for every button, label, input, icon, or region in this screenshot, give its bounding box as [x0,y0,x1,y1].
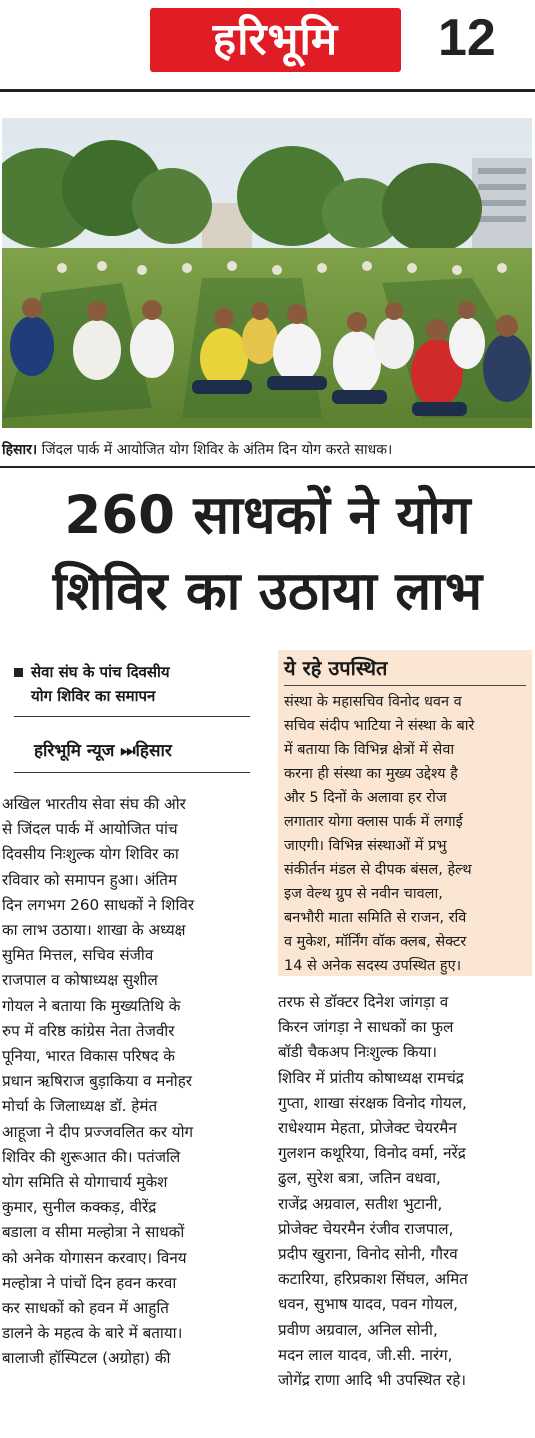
article-line: कटारिया, हरिप्रकाश सिंघल, अमित [278,1270,468,1289]
sidebar-line: संस्था के महासचिव विनोद धवन व [284,694,462,710]
sidebar-line: इज वेल्थ ग्रुप से नवीन चावला, [284,886,443,902]
article-line: प्रोजेक्ट चेयरमैन रंजीव राजपाल, [278,1219,454,1238]
news-photo [2,118,532,428]
article-line: राजेंद्र अग्रवाल, सतीश भुटानी, [278,1194,443,1213]
headline-line-2: शिविर का उठाया लाभ [52,561,483,622]
article-column-1 [2,792,254,1372]
byline: हरिभूमि न्यूज ⏭हिसार [34,741,172,761]
page-number: 12 [438,9,496,67]
article-line: जोगेंद्र राणा आदि भी उपस्थित रहे। [278,1371,467,1390]
article-line: मदन लाल यादव, जी.सी. नारंग, [278,1345,453,1364]
sidebar-line: में बताया कि विभिन्न क्षेत्रों में सेवा [284,742,455,758]
article-line: का लाभ उठाया। शाखा के अध्यक्ष [2,921,186,940]
article-line: गोयल ने बताया कि मुख्यतिथि के [2,996,181,1015]
headline-line-1: 260 साधकों ने योग [64,485,471,546]
article-line: पूनिया, भारत विकास परिषद के [2,1047,175,1066]
article-line: बालाजी हॉस्पिटल (अग्रोहा) की [2,1349,171,1368]
caption-text: जिंदल पार्क में आयोजित योग शिविर के अंतिम दिन योग करते साधक। [37,442,393,458]
article-line: सुमित मित्तल, सचिव संजीव [2,946,154,965]
header-divider [0,89,535,92]
sidebar-line: करना ही संस्था का मुख्य उद्देश्य है [284,766,458,782]
article-line: कुमार, सुनील कक्कड़, वीरेंद्र [2,1198,157,1217]
article-line: राजपाल व कोषाध्यक्ष सुशील [2,971,158,990]
sidebar-line: 14 से अनेक सदस्य उपस्थित हुए। [284,958,462,974]
article-line: ढुल, सुरेश बत्रा, जतिन वधवा, [278,1169,441,1188]
subhead-line-2: योग शिविर का समापन [31,687,156,705]
sidebar-divider [284,685,526,686]
article-line: गुलशन कथूरिया, विनोद वर्मा, नरेंद्र [278,1144,466,1163]
subhead-divider [14,716,250,717]
article-column-2 [278,990,532,1393]
article-line: शिविर में प्रांतीय कोषाध्यक्ष रामचंद्र [278,1068,464,1087]
article-line: मोर्चा के जिलाध्यक्ष डॉ. हेमंत [2,1097,158,1116]
sidebar-line: और 5 दिनों के अलावा हर रोज [284,790,447,806]
sidebar-line: व मुकेश, मॉर्निंग वॉक क्लब, सेक्टर [284,934,467,950]
article-line: योग समिति से योगाचार्य मुकेश [2,1173,168,1192]
caption-place: हिसार। [2,442,38,458]
caption-divider [0,466,535,468]
photo-caption [2,440,532,460]
article-line: गुप्ता, शाखा संरक्षक विनोद गोयल, [278,1093,467,1112]
sidebar-line: लगातार योगा क्लास पार्क में लगाई [284,814,463,830]
article-line: दिवसीय निःशुल्क योग शिविर का [2,845,179,864]
article-line: से जिंदल पार्क में आयोजित पांच [2,820,178,839]
article-line: प्रदीप खुराना, विनोद सोनी, गौरव [278,1245,458,1264]
article-line: मल्होत्रा ने पांचों दिन हवन करवा [2,1273,177,1292]
article-line: अखिल भारतीय सेवा संघ की ओर [2,795,186,813]
byline-divider [14,772,250,773]
article-line: प्रधान ऋषिराज बुड़ाकिया व मनोहर [2,1072,192,1091]
article-line: शिविर की शुरूआत की। पतंजलि [2,1147,181,1166]
article-line: राधेश्याम मेहता, प्रोजेक्ट चेयरमैन [278,1119,457,1138]
subhead-line-1: सेवा संघ के पांच दिवसीय [31,663,170,681]
masthead-brand: हरिभूमि [212,14,339,65]
article-line: डालने के महत्व के बारे में बताया। [2,1324,183,1343]
article-line: धवन, सुभाष यादव, पवन गोयल, [278,1295,459,1314]
sidebar-text [284,690,474,978]
sidebar-line: सचिव संदीप भाटिया ने संस्था के बारे [284,718,475,734]
headline [0,478,535,630]
subheadline [14,660,254,708]
sidebar-line: बनभौरी माता समिति से राजन, रवि [284,910,467,926]
article-line: को अनेक योगासन करवाए। विनय [2,1248,187,1267]
sidebar-line: संकीर्तन मंडल से दीपक बंसल, हेल्थ [284,862,472,878]
article-line: आहूजा ने दीप प्रज्जवलित कर योग [2,1122,194,1141]
article-line: दिन लगभग 260 साधकों ने शिविर [2,895,195,914]
article-line: कर साधकों को हवन में आहुति [2,1299,169,1318]
masthead-logo [150,8,401,72]
article-line: किरन जांगड़ा ने साधकों का फुल [278,1018,454,1037]
article-line: प्रवीण अग्रवाल, अनिल सोनी, [278,1320,438,1339]
sidebar-title: ये रहे उपस्थित [284,656,388,680]
article-line: बॉडी चैकअप निःशुल्क किया। [278,1043,438,1062]
yoga-camp-photo [2,118,532,428]
article-line: रुप में वरिष्ठ कांग्रेस नेता तेजवीर [2,1021,175,1040]
article-line: रविवार को समापन हुआ। अंतिम [2,870,178,889]
article-line: बडाला व सीमा मल्होत्रा ने साधकों [2,1223,185,1242]
sidebar-line: जाएगी। विभिन्न संस्थाओं में प्रभु [284,838,447,854]
article-line: तरफ से डॉक्टर दिनेश जांगड़ा व [278,993,449,1011]
sidebar-box [278,650,532,976]
bullet-square-icon [14,668,23,677]
